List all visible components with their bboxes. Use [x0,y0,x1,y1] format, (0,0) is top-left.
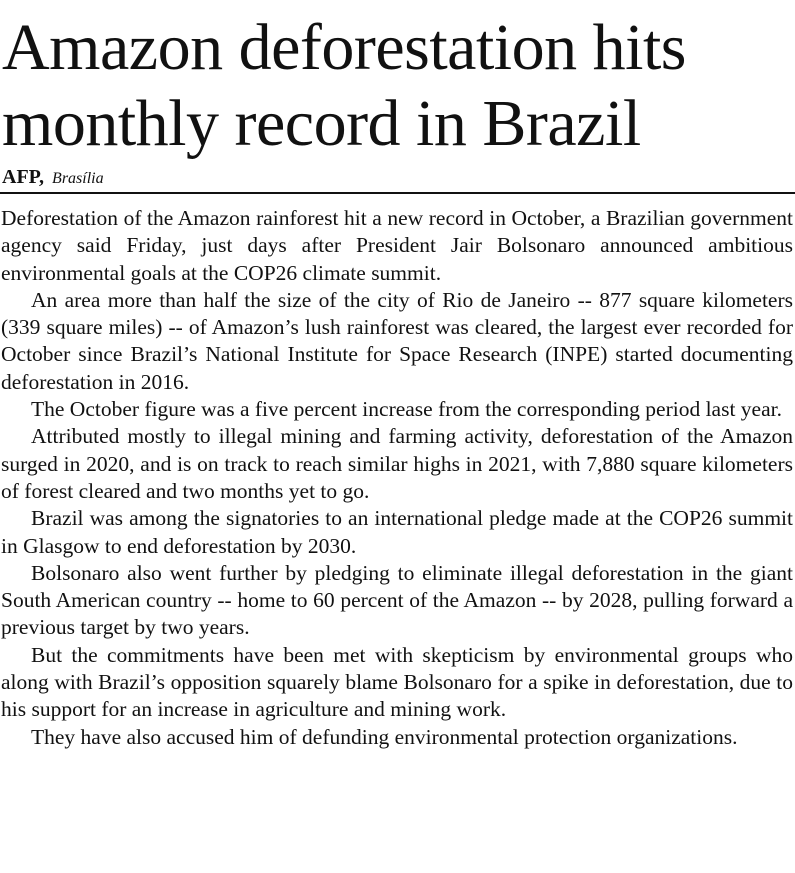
byline-agency: AFP, [2,166,45,188]
article-paragraph: Deforestation of the Amazon rainforest hit a new record in October, a Brazilian government agency said Friday, just days after President Jair Bolsonaro announced ambitious environmental goals at the COP26 climate summit. [1,206,793,285]
article-headline: Amazon deforestation hits monthly record in Brazil [2,11,686,160]
article-paragraph: An area more than half the size of the city of Rio de Janeiro -- 877 square kilometers (339 square miles) -- of Amazon’s lush rainforest was cleared, the largest ever recorded for October since Brazil’s National Institute for Space Research (INPE) started documenting deforestation in 2016. [1,287,793,394]
headline-divider [0,192,795,194]
article-paragraph: Bolsonaro also went further by pledging to eliminate illegal deforestation in the giant South American country -- home to 60 percent of the Amazon -- by 2028, pulling forward a previous target by two years. [1,560,793,640]
byline-place: Brasília [52,170,104,187]
article-paragraph: The October figure was a five percent increase from the corresponding period last year. [31,397,782,422]
article-paragraph: But the commitments have been met with skepticism by environmental groups who along with Brazil’s opposition squarely blame Bolsonaro for a spike in deforestation, due to his support for an increase in agriculture and mining work. [1,642,793,722]
article-paragraph: Attributed mostly to illegal mining and farming activity, deforestation of the Amazon surged in 2020, and is on track to reach similar highs in 2021, with 7,880 square kilometers of forest cleared and two months yet to go. [1,424,793,503]
article-body [0,205,795,751]
article-paragraph: They have also accused him of defunding environmental protection organizations. [31,724,738,749]
article-paragraph: Brazil was among the signatories to an international pledge made at the COP26 summit in Glasgow to end deforestation by 2030. [1,506,793,558]
article-byline [2,166,795,188]
